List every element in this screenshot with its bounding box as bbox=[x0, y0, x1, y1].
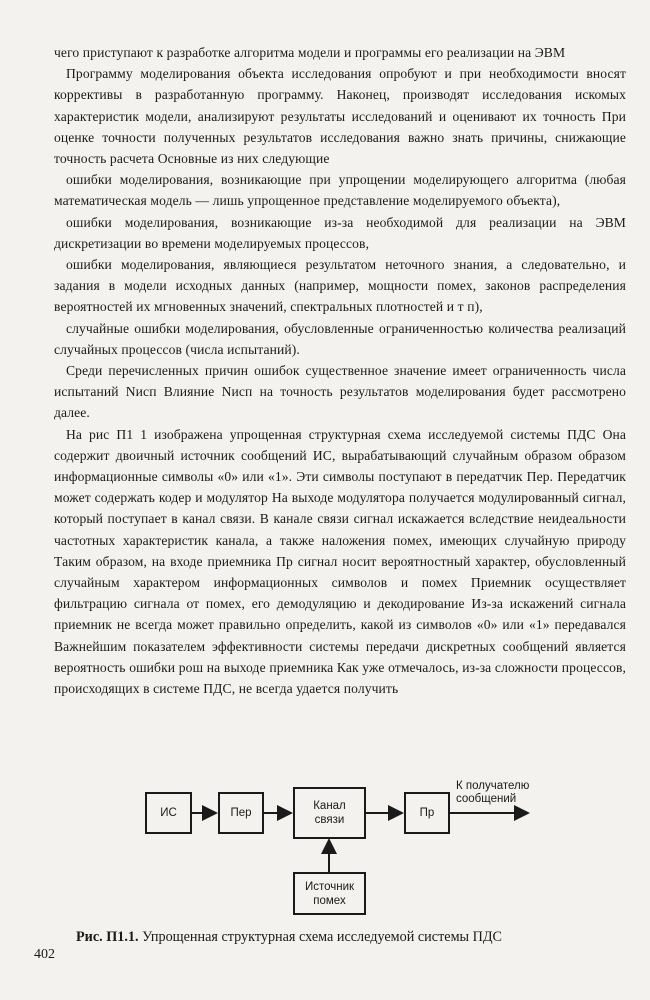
figure-caption-prefix: Рис. П1.1. bbox=[76, 929, 139, 945]
source-block-label: ИС bbox=[160, 807, 177, 819]
paragraph-5: ошибки моделирования, являющиеся результатом неточного знания, а следовательно, и задания в модели исходных данных (например, мощности помех, законов распределения вероятностей их мгновенных значений, спектральных плотностей и т п), bbox=[54, 257, 626, 315]
receiver-block bbox=[404, 792, 450, 834]
channel-block-label: Канал связи bbox=[313, 800, 346, 826]
transmitter-block-label: Пер bbox=[230, 807, 252, 819]
paragraph-2: Программу моделирования объекта исследования опробуют и при необходимости вносят коррективы в разработанную программу. Наконец, производят исследования искомых характеристик модели, анализируют результаты исследований и оценивают их точность При оценке точности полученных результатов исследования важно знать причины, снижающие точность расчета Основные из них следующие bbox=[54, 66, 626, 167]
paragraph-6: случайные ошибки моделирования, обусловленные ограниченностью количества реализаций случайных процессов (числа испытаний). bbox=[54, 320, 626, 357]
noise-source-block-label: Источник помех bbox=[304, 880, 355, 907]
transmitter-block bbox=[218, 792, 264, 834]
source-block bbox=[145, 792, 192, 834]
figure-caption-text: Упрощенная структурная схема исследуемой системы ПДС bbox=[138, 929, 503, 945]
paragraph-7: Среди перечисленных причин ошибок существенное значение имеет ограниченность числа испытаний Nисп Влияние Nисп на точность результатов моделирования будет рассмотрено далее. bbox=[54, 363, 626, 421]
page-number: 402 bbox=[34, 947, 55, 962]
output-label: К получателю сообщений bbox=[456, 780, 530, 805]
paragraph-4: ошибки моделирования, возникающие из-за необходимой для реализации на ЭВМ дискретизации во времени моделируемых процессов, bbox=[54, 214, 626, 251]
receiver-block-label: Пр bbox=[419, 807, 435, 819]
figure-caption bbox=[76, 928, 502, 946]
paragraph-8: На рис П1 1 изображена упрощенная структурная схема исследуемой системы ПДС Она содержит двоичный источник сообщений ИС, вырабатывающий случайным образом образом информационные символы «0» или «1». Эти символы поступают в передатчик Пер. Передатчик может содержать кодер и модулятор На выходе модулятора получается модулированный сигнал, который поступает в канал связи. В канале связи сигнал искажается вследствие неидеальности частотных характеристик канала, а также наложения помех, имеющих случайную природу Таким образом, на входе приемника Пр сигнал носит вероятностный характер, обусловленный случайным характером информационных символов и помех Приемник осуществляет фильтрацию сигнала от помех, его демодуляцию и декодирование Из-за искажений сигнала приемник не всегда может правильно определить, какой из символов «0» или «1» передавался Важнейшим показателем эффективности системы передачи дискретных сообщений является вероятность ошибки pош на выходе приемника Как уже отмечалось, из-за сложности процессов, происходящих в системе ПДС, не всегда удается получить bbox=[54, 426, 626, 697]
paragraph-1: чего приступают к разработке алгоритма модели и программы его реализации на ЭВМ bbox=[54, 45, 566, 60]
channel-block bbox=[293, 787, 366, 839]
noise-source-block bbox=[293, 872, 366, 915]
paragraph-3: ошибки моделирования, возникающие при упрощении моделирующего алгоритма (любая математическая модель — лишь упрощенное представление моделируемого объекта), bbox=[54, 172, 626, 209]
